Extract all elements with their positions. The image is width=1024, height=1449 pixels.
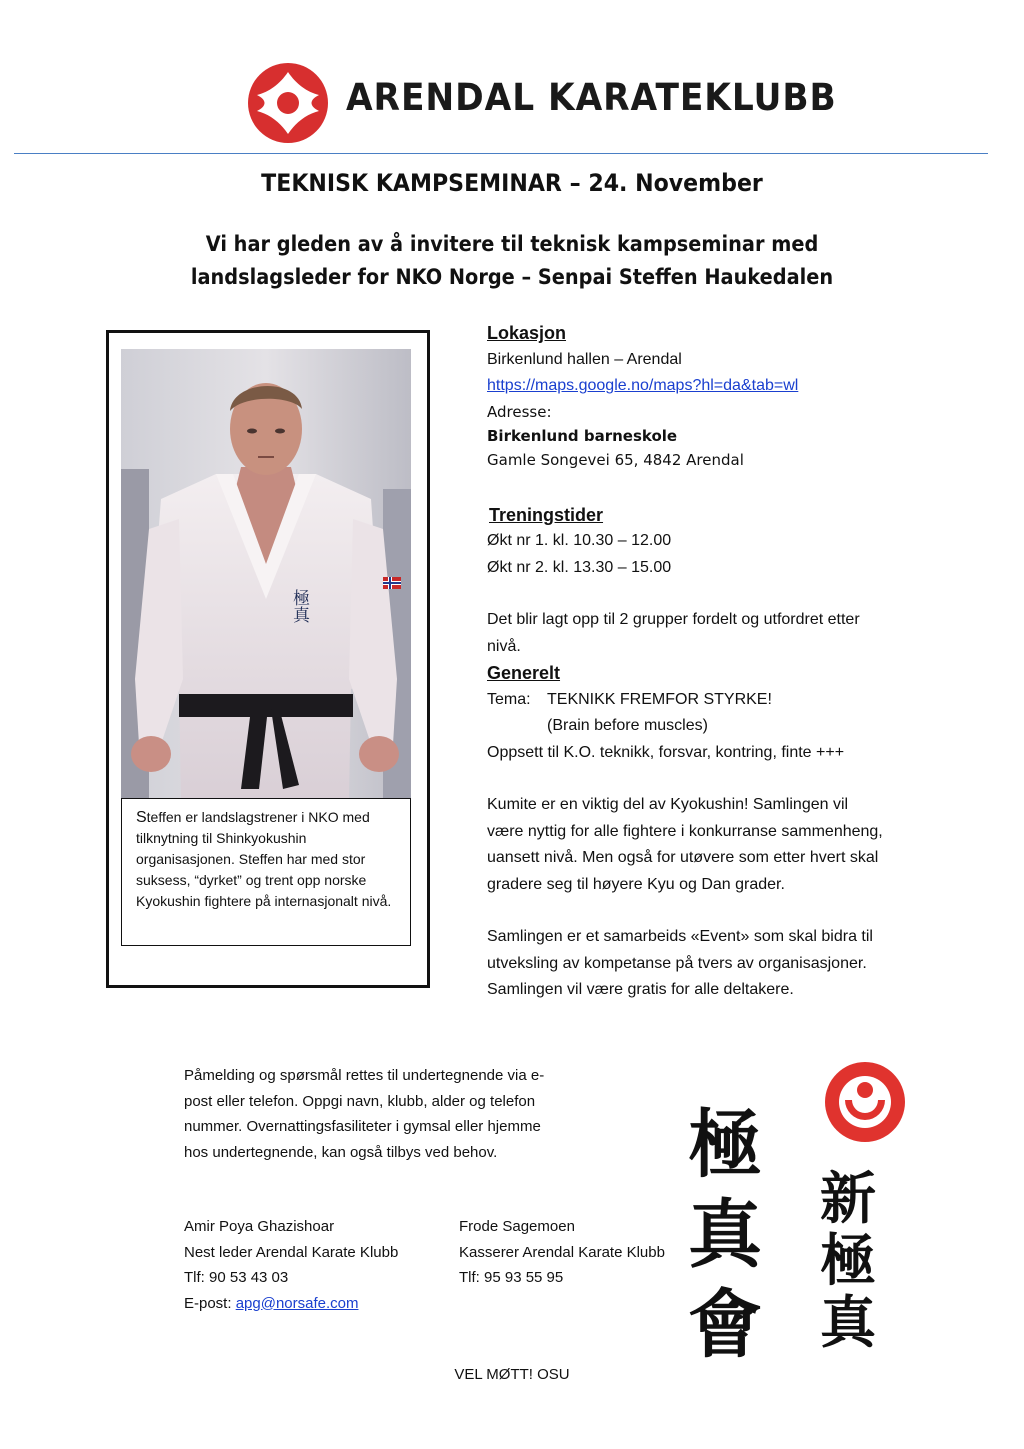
- tema-english: (Brain before muscles): [547, 717, 708, 734]
- contact-text: Påmelding og spørsmål rettes til undertegnende via e-post eller telefon. Oppgi navn, klubb, alder og telefon nummer. Overnattingsfasiliteter i gymsal eller hjemme hos undertegnende, kan også tilbys ved behov.: [184, 1067, 545, 1161]
- header-divider: [14, 153, 988, 154]
- svg-text:會: 會: [688, 1282, 762, 1368]
- person1-email-link[interactable]: apg@norsafe.com: [235, 1294, 359, 1312]
- svg-text:真: 真: [688, 1192, 762, 1278]
- svg-text:極: 極: [688, 1102, 762, 1188]
- person1-email-label: E-post:: [184, 1294, 236, 1312]
- kumite-text: Kumite er en viktig del av Kyokushin! Samlingen vil være nyttig for alle fightere i konkurranse sammenheng, uansett nivå. Men også for utøvere som etter hvert skal gradere seg til høyere Kyu og Dan grader.: [487, 796, 883, 893]
- lokasjon-heading: Lokasjon: [487, 323, 567, 343]
- address-name: Birkenlund barneskole: [487, 426, 678, 445]
- svg-text:真: 真: [820, 1290, 876, 1356]
- subtitle-line-1: Vi har gleden av å invitere til teknisk kampseminar med: [205, 232, 819, 256]
- oppsett-text: Oppsett til K.O. teknikk, forsvar, kontring, finte +++: [487, 743, 845, 761]
- kyokushin-calligraphy-icon: [680, 1060, 920, 1370]
- svg-text:極真: 極真: [289, 589, 309, 623]
- person1-phone: Tlf: 90 53 43 03: [184, 1269, 289, 1286]
- person2-name: Frode Sagemoen: [459, 1218, 575, 1235]
- person1-name: Amir Poya Ghazishoar: [184, 1218, 335, 1235]
- address-street: Gamle Songevei 65, 4842 Arendal: [487, 450, 744, 469]
- svg-text:極: 極: [820, 1228, 876, 1294]
- address-label: Adresse:: [487, 402, 552, 421]
- instructor-caption: [121, 798, 411, 946]
- generelt-heading: Generelt: [487, 663, 561, 683]
- invitation-subtitle: [41, 228, 983, 294]
- event-text: Samlingen er et samarbeids «Event» som skal bidra til utveksling av kompetanse på tvers av organisasjoner. Samlingen vil være gratis for alle deltakere.: [487, 928, 873, 998]
- contact-person-2: [459, 1214, 699, 1291]
- subtitle-line-2: landslagsleder for NKO Norge – Senpai Steffen Haukedalen: [190, 265, 834, 289]
- tema-label: Tema:: [487, 690, 531, 708]
- lokasjon-place: Birkenlund hallen – Arendal: [487, 350, 682, 368]
- treningstider-heading: Treningstider: [489, 504, 604, 525]
- page-title: TEKNISK KAMPSEMINAR – 24. November: [261, 169, 763, 197]
- instructor-photo: [121, 349, 411, 799]
- session-2: Økt nr 2. kl. 13.30 – 15.00: [487, 558, 672, 576]
- caption-text: teffen er landslagstrener i NKO med tilknytning til Shinkyokushin organisasjonen. Steffen har med stor suksess, “dyrket” og trent opp norske Kyokushin fightere på internasjonalt nivå.: [136, 809, 392, 909]
- tema-value: TEKNIKK FREMFOR STYRKE!: [547, 690, 772, 708]
- contact-person-1: [184, 1214, 454, 1316]
- tema-line: [487, 687, 917, 714]
- kyokushin-logo-icon: [247, 62, 329, 144]
- details-column: [487, 320, 917, 1004]
- caption-initial: S: [136, 809, 147, 826]
- person1-role: Nest leder Arendal Karate Klubb: [184, 1243, 399, 1261]
- map-link[interactable]: https://maps.google.no/maps?hl=da&tab=wl: [487, 377, 799, 394]
- svg-text:新: 新: [820, 1166, 876, 1232]
- club-name: ARENDAL KARATEKLUBB: [346, 76, 837, 119]
- session-1: Økt nr 1. kl. 10.30 – 12.00: [487, 532, 672, 549]
- groups-text: Det blir lagt opp til 2 grupper fordelt og utfordret etter nivå.: [487, 611, 860, 655]
- closing-greeting: VEL MØTT! OSU: [454, 1366, 570, 1383]
- person2-phone: Tlf: 95 93 55 95: [459, 1269, 564, 1286]
- person2-role: Kasserer Arendal Karate Klubb: [459, 1243, 665, 1261]
